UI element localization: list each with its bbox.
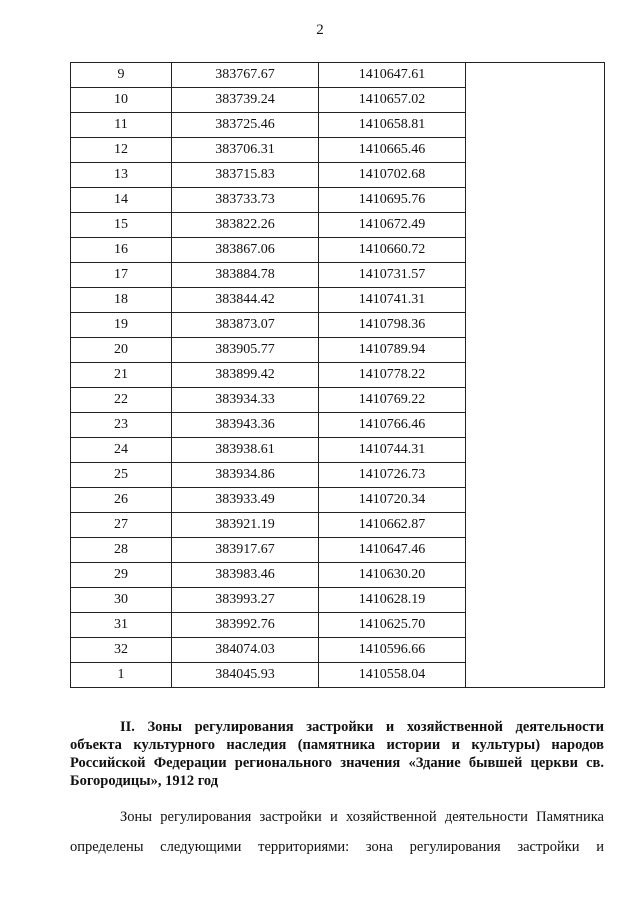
point-number-cell: 10 bbox=[71, 88, 172, 113]
y-coordinate-cell: 1410660.72 bbox=[319, 238, 466, 263]
point-number-cell: 23 bbox=[71, 413, 172, 438]
x-coordinate-cell: 383905.77 bbox=[172, 338, 319, 363]
y-coordinate-cell: 1410702.68 bbox=[319, 163, 466, 188]
body-paragraph: Зоны регулирования застройки и хозяйственной деятельности Памятника определены следующими территориями: зона регулирования застройки и bbox=[70, 809, 604, 855]
x-coordinate-cell: 383873.07 bbox=[172, 313, 319, 338]
x-coordinate-cell: 383867.06 bbox=[172, 238, 319, 263]
y-coordinate-cell: 1410625.70 bbox=[319, 613, 466, 638]
x-coordinate-cell: 383715.83 bbox=[172, 163, 319, 188]
y-coordinate-cell: 1410741.31 bbox=[319, 288, 466, 313]
point-number-cell: 25 bbox=[71, 463, 172, 488]
point-number-cell: 27 bbox=[71, 513, 172, 538]
page-number: 2 bbox=[316, 22, 324, 38]
x-coordinate-cell: 383983.46 bbox=[172, 563, 319, 588]
x-coordinate-cell: 384074.03 bbox=[172, 638, 319, 663]
y-coordinate-cell: 1410662.87 bbox=[319, 513, 466, 538]
point-number-cell: 31 bbox=[71, 613, 172, 638]
x-coordinate-cell: 383844.42 bbox=[172, 288, 319, 313]
y-coordinate-cell: 1410726.73 bbox=[319, 463, 466, 488]
x-coordinate-cell: 383899.42 bbox=[172, 363, 319, 388]
y-coordinate-cell: 1410672.49 bbox=[319, 213, 466, 238]
point-number-cell: 20 bbox=[71, 338, 172, 363]
y-coordinate-cell: 1410647.61 bbox=[319, 63, 466, 88]
y-coordinate-cell: 1410769.22 bbox=[319, 388, 466, 413]
y-coordinate-cell: 1410628.19 bbox=[319, 588, 466, 613]
point-number-cell: 32 bbox=[71, 638, 172, 663]
point-number-cell: 22 bbox=[71, 388, 172, 413]
point-number-cell: 15 bbox=[71, 213, 172, 238]
x-coordinate-cell: 383921.19 bbox=[172, 513, 319, 538]
point-number-cell: 26 bbox=[71, 488, 172, 513]
y-coordinate-cell: 1410744.31 bbox=[319, 438, 466, 463]
coordinates-table-body bbox=[71, 63, 605, 688]
y-coordinate-cell: 1410789.94 bbox=[319, 338, 466, 363]
y-coordinate-cell: 1410731.57 bbox=[319, 263, 466, 288]
x-coordinate-cell: 383933.49 bbox=[172, 488, 319, 513]
y-coordinate-cell: 1410657.02 bbox=[319, 88, 466, 113]
point-number-cell: 14 bbox=[71, 188, 172, 213]
y-coordinate-cell: 1410695.76 bbox=[319, 188, 466, 213]
point-number-cell: 19 bbox=[71, 313, 172, 338]
y-coordinate-cell: 1410798.36 bbox=[319, 313, 466, 338]
x-coordinate-cell: 383992.76 bbox=[172, 613, 319, 638]
point-number-cell: 18 bbox=[71, 288, 172, 313]
x-coordinate-cell: 383767.67 bbox=[172, 63, 319, 88]
y-coordinate-cell: 1410766.46 bbox=[319, 413, 466, 438]
point-number-cell: 9 bbox=[71, 63, 172, 88]
point-number-cell: 12 bbox=[71, 138, 172, 163]
x-coordinate-cell: 383725.46 bbox=[172, 113, 319, 138]
point-number-cell: 16 bbox=[71, 238, 172, 263]
x-coordinate-cell: 383934.86 bbox=[172, 463, 319, 488]
x-coordinate-cell: 383733.73 bbox=[172, 188, 319, 213]
x-coordinate-cell: 384045.93 bbox=[172, 663, 319, 688]
point-number-cell: 17 bbox=[71, 263, 172, 288]
point-number-cell: 21 bbox=[71, 363, 172, 388]
table-row bbox=[71, 63, 605, 88]
x-coordinate-cell: 383884.78 bbox=[172, 263, 319, 288]
y-coordinate-cell: 1410596.66 bbox=[319, 638, 466, 663]
x-coordinate-cell: 383934.33 bbox=[172, 388, 319, 413]
y-coordinate-cell: 1410658.81 bbox=[319, 113, 466, 138]
y-coordinate-cell: 1410778.22 bbox=[319, 363, 466, 388]
section-heading: II. Зоны регулирования застройки и хозяйственной деятельности объекта культурного наследия (памятника истории и культуры) народов Российской Федерации регионального значения «Здание бывшей церкви св. Богородицы», 1912 год bbox=[70, 719, 604, 789]
empty-merged-cell bbox=[466, 63, 605, 688]
y-coordinate-cell: 1410558.04 bbox=[319, 663, 466, 688]
x-coordinate-cell: 383917.67 bbox=[172, 538, 319, 563]
point-number-cell: 13 bbox=[71, 163, 172, 188]
point-number-cell: 30 bbox=[71, 588, 172, 613]
x-coordinate-cell: 383943.36 bbox=[172, 413, 319, 438]
x-coordinate-cell: 383993.27 bbox=[172, 588, 319, 613]
point-number-cell: 24 bbox=[71, 438, 172, 463]
x-coordinate-cell: 383822.26 bbox=[172, 213, 319, 238]
point-number-cell: 1 bbox=[71, 663, 172, 688]
x-coordinate-cell: 383706.31 bbox=[172, 138, 319, 163]
point-number-cell: 28 bbox=[71, 538, 172, 563]
point-number-cell: 29 bbox=[71, 563, 172, 588]
y-coordinate-cell: 1410665.46 bbox=[319, 138, 466, 163]
y-coordinate-cell: 1410630.20 bbox=[319, 563, 466, 588]
x-coordinate-cell: 383739.24 bbox=[172, 88, 319, 113]
point-number-cell: 11 bbox=[71, 113, 172, 138]
y-coordinate-cell: 1410647.46 bbox=[319, 538, 466, 563]
x-coordinate-cell: 383938.61 bbox=[172, 438, 319, 463]
coordinates-table bbox=[70, 62, 605, 688]
y-coordinate-cell: 1410720.34 bbox=[319, 488, 466, 513]
